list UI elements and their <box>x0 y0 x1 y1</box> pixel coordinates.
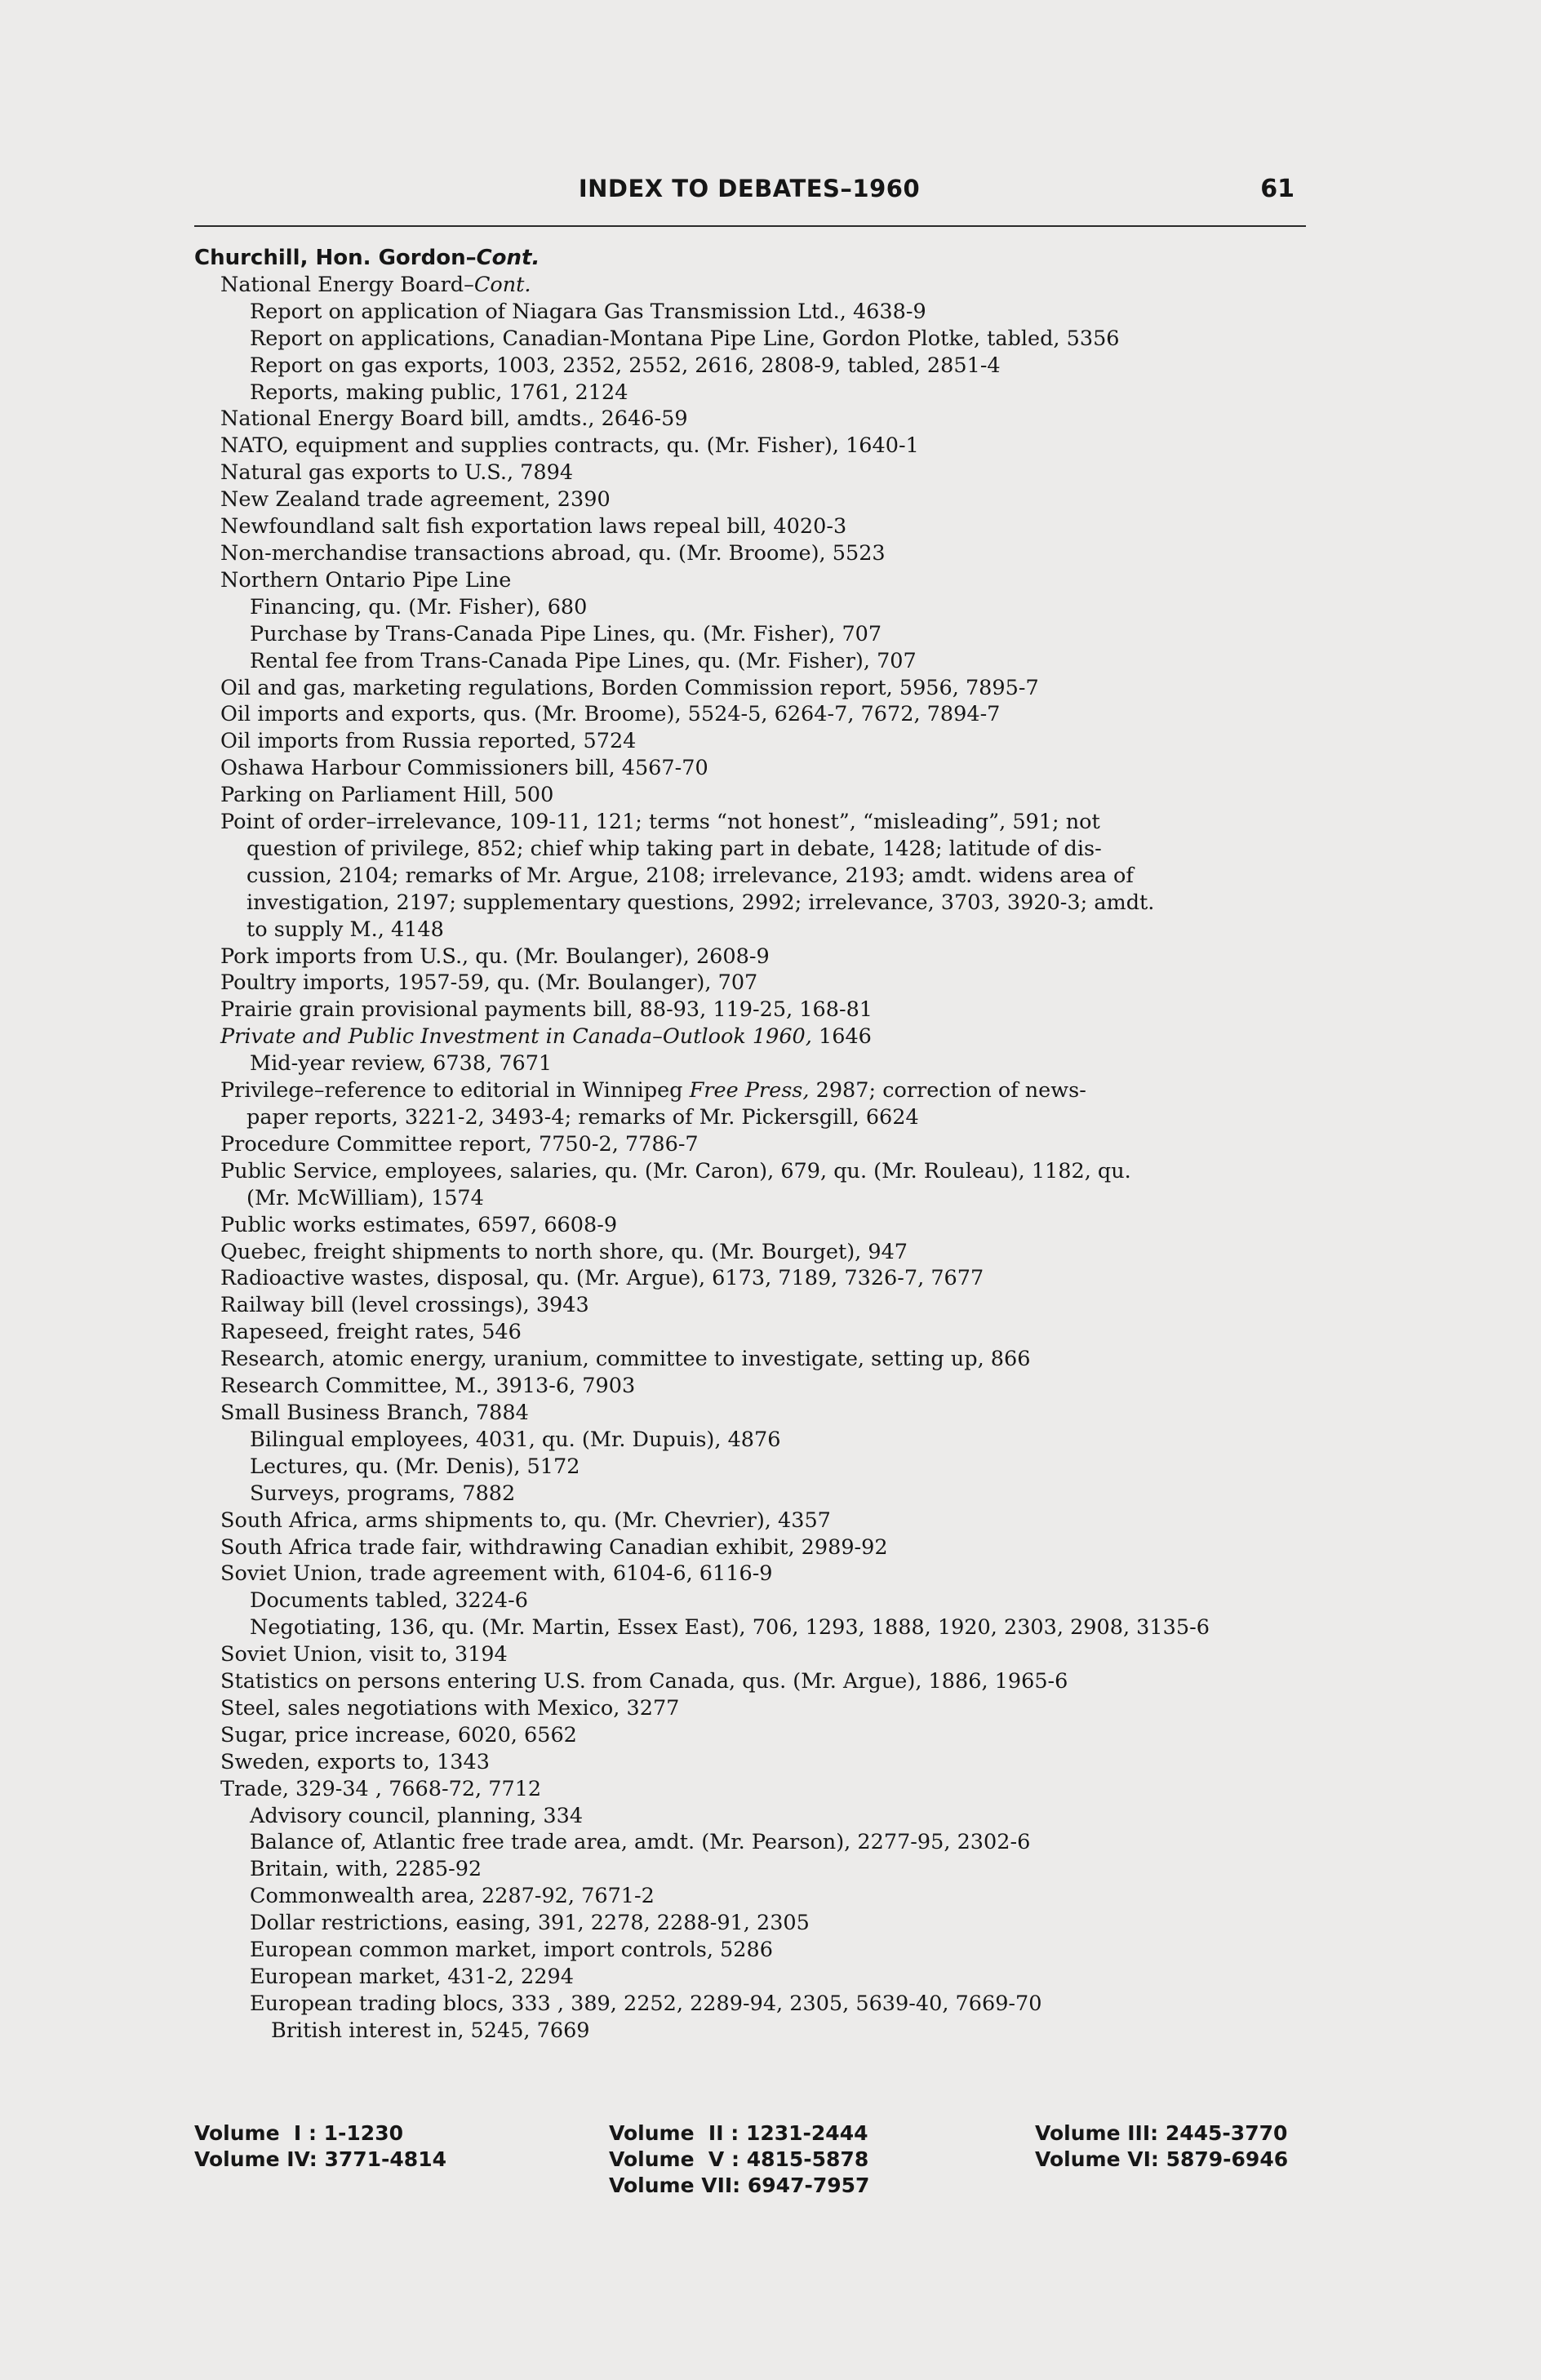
entry-text: European common market, import controls, 5286 <box>250 1938 773 1963</box>
entry-text: New Zealand trade agreement, 2390 <box>220 487 611 513</box>
index-entry <box>194 1749 1312 1776</box>
index-entry <box>194 648 1312 675</box>
entry-text: Oil imports and exports, qus. (Mr. Broome), 5524-5, 6264-7, 7672, 7894-7 <box>220 702 1001 727</box>
entry-text: Britain, with, 2285-92 <box>250 1857 482 1882</box>
index-entry <box>194 1050 1312 1077</box>
index-entry <box>194 486 1312 513</box>
index-entry-continuation <box>194 917 1312 944</box>
entry-text: paper reports, 3221-2, 3493-4; remarks of Mr. Pickersgill, 6624 <box>246 1105 919 1130</box>
index-entry <box>194 1131 1312 1158</box>
entry-text: Rental fee from Trans-Canada Pipe Lines, qu. (Mr. Fisher), 707 <box>250 648 917 673</box>
entry-text: Lectures, qu. (Mr. Denis), 5172 <box>250 1454 580 1479</box>
entry-text: European trading blocs, 333 , 389, 2252, 2289-94, 2305, 5639-40, 7669-70 <box>250 1991 1042 2016</box>
index-main-heading <box>194 245 1312 272</box>
index-entry <box>194 272 1312 299</box>
index-entry-continuation <box>194 1185 1312 1212</box>
heading-cont: Cont. <box>476 246 540 270</box>
entry-text: National Energy Board bill, amdts., 2646-59 <box>220 406 688 432</box>
index-entry <box>194 1292 1312 1319</box>
entry-text: Dollar restrictions, easing, 391, 2278, 2288-91, 2305 <box>250 1911 810 1936</box>
index-entry <box>194 1265 1312 1292</box>
index-entry <box>194 1856 1312 1883</box>
index-entry <box>194 540 1312 567</box>
page-number: 61 <box>1260 175 1295 203</box>
entry-text: 2987; correction of news- <box>809 1078 1086 1103</box>
index-entry <box>194 513 1312 540</box>
index-entry <box>194 1561 1312 1587</box>
entry-text: Oil imports from Russia reported, 5724 <box>220 729 637 754</box>
entry-text: Purchase by Trans-Canada Pipe Lines, qu. (Mr. Fisher), 707 <box>250 621 882 646</box>
index-entry <box>194 326 1312 353</box>
entry-text: Research, atomic energy, uranium, committee to investigate, setting up, 866 <box>220 1347 1031 1372</box>
entry-text: Financing, qu. (Mr. Fisher), 680 <box>250 594 588 619</box>
index-entry <box>194 1722 1312 1749</box>
entry-text: Trade, 329-34 , 7668-72, 7712 <box>220 1776 542 1801</box>
volume-column-2 <box>609 2120 869 2199</box>
index-entry <box>194 997 1312 1023</box>
entry-text: Surveys, programs, 7882 <box>250 1481 516 1506</box>
index-entry <box>194 1373 1312 1400</box>
index-entry <box>194 1534 1312 1561</box>
index-entry <box>194 1023 1312 1050</box>
entry-text: Natural gas exports to U.S., 7894 <box>220 460 574 486</box>
index-entry <box>194 809 1312 836</box>
index-entry <box>194 1910 1312 1937</box>
entry-text: Non-merchandise transactions abroad, qu. (Mr. Broome), 5523 <box>220 540 886 566</box>
heading-name: Churchill, Hon. Gordon– <box>194 246 477 270</box>
entry-text: Poultry imports, 1957-59, qu. (Mr. Boulanger), 707 <box>220 970 758 996</box>
index-entry <box>194 1776 1312 1803</box>
entry-text: (Mr. McWilliam), 1574 <box>246 1185 484 1210</box>
index-entry <box>194 1883 1312 1910</box>
index-entry <box>194 1507 1312 1534</box>
entry-text: Sweden, exports to, 1343 <box>220 1749 490 1774</box>
entry-text: Point of order–irrelevance, 109-11, 121; terms “not honest”, “misleading”, 591; not <box>220 810 1100 835</box>
page-header <box>194 170 1304 211</box>
entry-italic-text: Free Press, <box>689 1078 810 1103</box>
index-entry <box>194 433 1312 460</box>
entry-text: Public works estimates, 6597, 6608-9 <box>220 1212 618 1237</box>
index-entry <box>194 460 1312 486</box>
index-entry <box>194 1695 1312 1722</box>
entry-text: Pork imports from U.S., qu. (Mr. Boulanger), 2608-9 <box>220 944 770 969</box>
entry-text: Reports, making public, 1761, 2124 <box>250 380 628 405</box>
entry-text: National Energy Board– <box>220 272 474 297</box>
entry-text: Railway bill (level crossings), 3943 <box>220 1293 589 1318</box>
entry-text: to supply M., 4148 <box>246 917 444 942</box>
entry-text: Small Business Branch, 7884 <box>220 1400 529 1425</box>
entry-text: Sugar, price increase, 6020, 6562 <box>220 1722 577 1747</box>
entry-text: British interest in, 5245, 7669 <box>271 2018 590 2043</box>
index-entry-continuation <box>194 890 1312 917</box>
entry-text: Bilingual employees, 4031, qu. (Mr. Dupuis), 4876 <box>250 1427 781 1452</box>
index-entry <box>194 970 1312 997</box>
entry-text: cussion, 2104; remarks of Mr. Argue, 2108; irrelevance, 2193; amdt. widens area of <box>246 863 1134 888</box>
entry-italic-text: Private and Public Investment in Canada–Outlook 1960, <box>220 1024 812 1050</box>
volume-range: Volume VI: 5879-6946 <box>1035 2147 1289 2171</box>
entry-text: Statistics on persons entering U.S. from Canada, qus. (Mr. Argue), 1886, 1965-6 <box>220 1669 1068 1694</box>
index-entry-continuation <box>194 836 1312 863</box>
index-entry <box>194 1158 1312 1185</box>
index-entry <box>194 1427 1312 1454</box>
entry-text: Soviet Union, visit to, 3194 <box>220 1642 508 1667</box>
entry-text: Rapeseed, freight rates, 546 <box>220 1320 522 1345</box>
entry-text: Prairie grain provisional payments bill, 88-93, 119-25, 168-81 <box>220 997 873 1023</box>
entry-text: 1646 <box>811 1024 872 1050</box>
entry-text: Quebec, freight shipments to north shore, qu. (Mr. Bourget), 947 <box>220 1239 908 1264</box>
index-entry <box>194 701 1312 728</box>
index-entry-continuation <box>194 863 1312 890</box>
index-entry <box>194 782 1312 809</box>
index-entry <box>194 944 1312 970</box>
entry-text: Privilege–reference to editorial in Winnipeg <box>220 1078 690 1103</box>
index-entry <box>194 1400 1312 1427</box>
entry-text: investigation, 2197; supplementary questions, 2992; irrelevance, 3703, 3920-3; amdt. <box>246 890 1155 915</box>
index-entry <box>194 1077 1312 1104</box>
entry-text: Public Service, employees, salaries, qu. (Mr. Caron), 679, qu. (Mr. Rouleau), 1182, qu. <box>220 1158 1131 1183</box>
index-entry <box>194 1319 1312 1346</box>
entry-text: NATO, equipment and supplies contracts, qu. (Mr. Fisher), 1640-1 <box>220 433 919 459</box>
index-entry <box>194 1803 1312 1830</box>
entry-text: Report on gas exports, 1003, 2352, 2552, 2616, 2808-9, tabled, 2851-4 <box>250 353 1001 378</box>
entry-text: South Africa, arms shipments to, qu. (Mr. Chevrier), 4357 <box>220 1507 831 1533</box>
index-entry-continuation <box>194 1104 1312 1131</box>
entry-text: European market, 431-2, 2294 <box>250 1965 574 1989</box>
index-entry <box>194 594 1312 621</box>
index-entry <box>194 1614 1312 1641</box>
entry-text: Radioactive wastes, disposal, qu. (Mr. Argue), 6173, 7189, 7326-7, 7677 <box>220 1266 984 1291</box>
index-entry <box>194 1937 1312 1964</box>
entry-text: Soviet Union, trade agreement with, 6104-6, 6116-9 <box>220 1561 773 1587</box>
entry-text: Report on applications, Canadian-Montana Pipe Line, Gordon Plotke, tabled, 5356 <box>250 326 1120 351</box>
index-entry <box>194 1829 1312 1856</box>
index-entry <box>194 728 1312 755</box>
volume-footer <box>194 2120 1312 2210</box>
index-entry <box>194 353 1312 380</box>
index-entry <box>194 406 1312 433</box>
index-entry <box>194 380 1312 406</box>
index-entry <box>194 1668 1312 1695</box>
volume-range: Volume VII: 6947-7957 <box>609 2174 870 2197</box>
entry-text: South Africa trade fair, withdrawing Canadian exhibit, 2989-92 <box>220 1534 888 1560</box>
entry-text: Mid-year review, 6738, 7671 <box>250 1051 553 1077</box>
entry-text: Commonwealth area, 2287-92, 7671-2 <box>250 1884 655 1909</box>
index-entry <box>194 1346 1312 1373</box>
volume-range: Volume V : 4815-5878 <box>609 2147 869 2171</box>
volume-range: Volume II : 1231-2444 <box>609 2121 868 2145</box>
index-entry <box>194 2018 1312 2045</box>
entry-text: Parking on Parliament Hill, 500 <box>220 783 554 808</box>
entry-text: Balance of, Atlantic free trade area, amdt. (Mr. Pearson), 2277-95, 2302-6 <box>250 1830 1031 1855</box>
index-entries <box>194 245 1312 2045</box>
index-entry <box>194 567 1312 594</box>
volume-column-1 <box>194 2120 446 2173</box>
index-entry <box>194 1212 1312 1239</box>
entry-text: Advisory council, planning, 334 <box>250 1803 584 1828</box>
entry-text: Oshawa Harbour Commissioners bill, 4567-70 <box>220 756 708 781</box>
entry-text: Documents tabled, 3224-6 <box>250 1588 528 1614</box>
index-entry <box>194 1454 1312 1481</box>
entry-text: Newfoundland salt fish exportation laws repeal bill, 4020-3 <box>220 514 847 539</box>
index-entry <box>194 1991 1312 2018</box>
page-title: INDEX TO DEBATES–1960 <box>578 175 921 202</box>
index-entry <box>194 1587 1312 1614</box>
entry-text: Procedure Committee report, 7750-2, 7786-7 <box>220 1131 699 1157</box>
entry-italic-text: Cont. <box>473 272 531 297</box>
index-entry <box>194 1964 1312 1991</box>
entry-text: Research Committee, M., 3913-6, 7903 <box>220 1374 636 1399</box>
index-entry <box>194 675 1312 702</box>
entry-text: Oil and gas, marketing regulations, Borden Commission report, 5956, 7895-7 <box>220 675 1039 700</box>
volume-column-3 <box>1035 2120 1288 2173</box>
entry-text: Report on application of Niagara Gas Transmission Ltd., 4638-9 <box>250 299 926 324</box>
index-entry <box>194 621 1312 648</box>
entry-text: question of privilege, 852; chief whip taking part in debate, 1428; latitude of dis- <box>246 836 1102 861</box>
volume-range: Volume I : 1-1230 <box>194 2121 403 2145</box>
volume-range: Volume IV: 3771-4814 <box>194 2147 446 2171</box>
entry-text: Negotiating, 136, qu. (Mr. Martin, Essex East), 706, 1293, 1888, 1920, 2303, 2908, 3135-6 <box>250 1615 1210 1641</box>
header-rule <box>194 225 1306 227</box>
index-entry <box>194 1481 1312 1507</box>
entry-text: Steel, sales negotiations with Mexico, 3277 <box>220 1695 680 1721</box>
index-entry <box>194 755 1312 782</box>
volume-range: Volume III: 2445-3770 <box>1035 2121 1288 2145</box>
index-entry <box>194 299 1312 326</box>
index-entry <box>194 1239 1312 1266</box>
index-entry <box>194 1641 1312 1668</box>
entry-text: Northern Ontario Pipe Line <box>220 567 512 593</box>
